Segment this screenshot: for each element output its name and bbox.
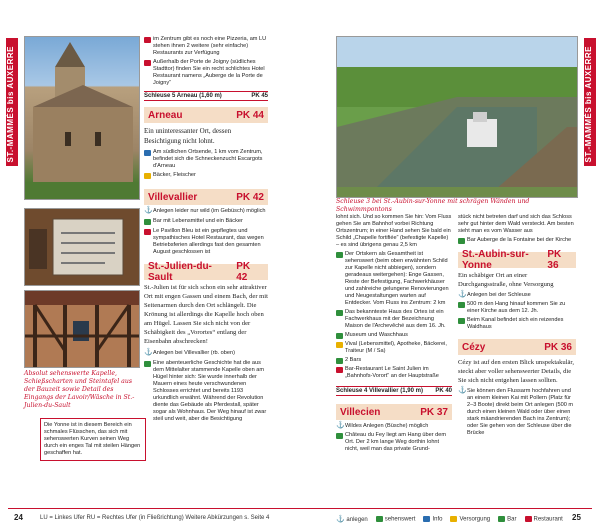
sehenswert-icon — [376, 516, 383, 522]
villevallier-header — [144, 189, 268, 205]
villevallier-bar-label: Bar mit Lebensmittel und ein Bäcker — [153, 218, 243, 224]
cezy-anchor-row — [458, 388, 576, 437]
legend-versorgung-label: Versorgung — [459, 516, 491, 523]
mid-p7: Bar-Restaurant Le Saint Julien im „Bahnhofs-Vorort“ an der Hauptstraße — [345, 366, 439, 379]
staubin-title: St.-Aubin-sur-Yonne — [462, 249, 529, 271]
lock-image — [337, 37, 577, 197]
church-image — [25, 37, 139, 199]
caption-right: Schleuse 3 bei St.-Aubin-sur-Yonne mit schrägen Wänden und Schwimmpontons — [336, 198, 530, 213]
arneau-header — [144, 107, 268, 123]
right-p1: stück nicht betreten darf und sich das Schloss sehr gut hinter dem Wald versteckt. Am besten sieht man es vom Wasser aus — [458, 214, 574, 234]
pizzeria-label: im Zentrum gibt es noch eine Pizzeria, am LU stehen ihnen 2 weitere (sehr einfache) Restaurants zur Verfügung — [153, 36, 267, 56]
bar-icon — [336, 358, 343, 364]
porte-joigny-text — [144, 59, 268, 87]
villecien-title: Villecien — [340, 406, 381, 418]
sidebar-right-label: ST.-MAMMÈS bis AUXERRE — [584, 46, 593, 163]
legend-bar-label: Bar — [507, 516, 517, 523]
staubin-sight-row — [458, 301, 576, 315]
lock-photo — [336, 36, 578, 198]
villevallier-bar — [144, 218, 268, 225]
sehenswert-icon — [336, 333, 343, 339]
mid-p6: 2 Bars — [345, 357, 362, 363]
hotel-icon — [144, 60, 151, 66]
legend-restaurant — [525, 516, 563, 523]
page-number-left: 24 — [14, 513, 23, 522]
middle-text-column — [336, 214, 452, 453]
villevallier-hotel — [144, 228, 268, 256]
legend-text: LU = Linkes Ufer RU = Rechtes Ufer (in Fließrichtung) Weitere Abkürzungen s. Seite 4 — [40, 515, 270, 521]
villecien-anchor: Wildes Anlegen (Büsche) möglich — [345, 423, 429, 429]
villevallier-anchor — [144, 208, 268, 215]
cezy-title: Cézy — [462, 341, 486, 353]
sehenswert-icon — [144, 361, 151, 367]
villevallier-title: Villevallier — [148, 191, 198, 203]
anchor-icon: ⚓ — [458, 387, 467, 394]
stjulien-header — [144, 261, 268, 283]
staubin-sight: 500 m den Hang hinauf kommen Sie zu einer Kirche aus dem 12. Jh. — [467, 301, 566, 314]
church-photo — [24, 36, 140, 200]
mid-p2: Der Ortskern als Gesamtheit ist sehenswert (beim oben erwähnten Schild zur Kapelle nicht abbiegen), sondern geradeaus weitergehen): Enge Gassen, Reste der Befestigung, Fachwerkhäuser und zahlreiche gelungene Renovierungen und Neugestaltungen warten auf Entdecker. Vom Fluss ins Zentrum: 2 km — [345, 251, 449, 306]
arneau-title: Arneau — [148, 109, 183, 121]
mid-p6-row — [336, 357, 452, 364]
villecien-anchor-row — [336, 423, 452, 430]
arneau-pk: PK 44 — [236, 109, 264, 121]
anchor-icon: ⚓ — [144, 207, 153, 214]
schleuse5-name: Schleuse 5 Arneau (1,60 m) — [144, 93, 222, 99]
staubin-anchor: Anlegen bei der Schleuse — [467, 292, 531, 298]
sehenswert-icon — [336, 252, 343, 258]
cezy-anchor: Sie können den Flussarm hochfahren und an einem kleinen Kai mit Pollern (Platz für 2–3 Boote) direkt beim Ort anlegen (500 m durch einen kleinen Wald oder über einen stark mäandrierenden Bach ins Zentrum); oder Sie gehen von der Schleuse über die Brücke — [467, 388, 574, 436]
legend-restaurant-label: Restaurant — [533, 516, 563, 523]
schleuse4-name: Schleuse 4 Villevallier (1,90 m) — [336, 388, 423, 394]
sidebar-left-label: ST.-MAMMÈS bis AUXERRE — [6, 46, 15, 163]
villevallier-anchor-label: Anlegen leider nur wild (im Gebüsch) möglich — [153, 208, 266, 214]
shopping-icon — [336, 342, 343, 348]
info-icon — [423, 516, 430, 522]
villecien-text: Château du Fey liegt am Hang über dem Ort. Der 2 km lange Weg dorthin lohnt nicht, weil man das private Grund- — [345, 432, 447, 452]
legend-versorgung — [450, 516, 490, 523]
arneau-text: Ein uninteressanter Ort, dessen Besichtigung nicht lohnt. — [144, 127, 232, 145]
schleuse4-row — [336, 386, 452, 396]
mid-p5: Vival (Lebensmittel), Apotheke, Bäckerei, Traiteur (M / Sa) — [345, 341, 447, 354]
villevallier-pk: PK 42 — [236, 191, 264, 203]
arneau-shop — [144, 172, 268, 179]
schleuse5-row — [144, 91, 268, 101]
arneau-info — [144, 149, 268, 170]
schleuse4-pk: PK 40 — [435, 388, 452, 394]
staubin-text: Ein schäbiger Ort an einer Durchgangsstraße, ohne Versorgung — [458, 272, 554, 288]
schleuse5-pk: PK 45 — [251, 93, 268, 99]
stjulien-sight-label: Eine abenteuerliche Geschichte hat die aus dem Mittelalter stammende Kapelle oben am Hügel hinter sich: Sie wurde innerhalb der Mauern eines heute verschwundenen Schlosses errichtet und bereits 1193 urkundlich erwähnt. Während der Revolution diente das Gebäude als Pferdestall, später sogar als Wohnhaus. Der Weg hinauf ist zwar steil und weit, aber die Besichtigung — [153, 360, 267, 422]
stjulien-title: St.-Julien-du-Sault — [148, 261, 212, 283]
mid-p7-row — [336, 366, 452, 380]
mid-p4: Museum und Waschhaus — [345, 332, 408, 338]
anchor-icon: ⚓ — [336, 422, 345, 429]
arneau-info-label: Am südlichen Ortsende, 1 km vom Zentrum, befindet sich die Schneckenzucht Escargots d'Arneau — [153, 149, 263, 169]
pizzeria-text — [144, 36, 268, 57]
staubin-bar: Beim Kanal befindet sich ein reizendes Waldhaus — [467, 317, 564, 330]
mid-p1: lohnt sich. Und so kommen Sie hin: Vom Fluss gehen Sie am Bahnhof vorbei Richtung Ortszentrum; in einer Hand sehen Sie bald ein Schild „Chapelle fortifiée“ (befestigte Kapelle) – es sind übrigens genau 2,5 km — [336, 214, 452, 248]
anchor-icon: ⚓ — [458, 291, 467, 298]
bar-icon — [498, 516, 505, 522]
stjulien-text: St.-Julien ist für sich schon ein sehr attraktiver Ort mit engen Gassen und einem Bach, der mit Seitenarmen durch den Ort schlängelt. Die Krönung ist allerdings die Kapelle hoch oben am Hügel. Lassen Sie sich nicht von der Schäbigkeit des „Vorortes“ entlang der Eisenbahn abschrecken! — [144, 284, 268, 345]
staubin-pk: PK 36 — [547, 249, 562, 271]
mid-p3-row — [336, 309, 452, 330]
arneau-shop-label: Bäcker, Fleischer — [153, 172, 196, 178]
stone-tablet-photo — [24, 208, 140, 286]
porte-joigny-label: Außerhalb der Porte de Joigny (südliches Stadttor) finden Sie ein recht schlichtes Hotel Restaurant namens „Auberge de la Porte de Joigny“ — [153, 59, 265, 86]
anchor-icon: ⚓ — [336, 516, 345, 523]
half-timber-image — [25, 291, 139, 367]
legend-info-label: Info — [432, 516, 443, 523]
stjulien-anchor — [144, 350, 268, 357]
bar-icon — [144, 219, 151, 225]
staubin-header — [458, 249, 576, 271]
right-p2: Bar Auberge de la Fontaine bei der Kirche — [467, 237, 572, 243]
yonne-info-text: Die Yonne ist in diesem Bereich ein schmales Flüsschen, das sich mit sehenswerten Kurven seinen Weg durch ein enges Tal mit steilen Hängen geschaffen hat. — [44, 422, 141, 456]
bar-icon — [458, 238, 465, 244]
legend-sehenswert-label: sehenswert — [384, 516, 416, 523]
page-number-right: 25 — [572, 513, 581, 522]
mid-p5-row — [336, 341, 452, 355]
caption-left: Absolut sehenswerte Kapelle, Schießscharten und Steintafel aus der Bauzeit sowie Detail des Eingangs der Lavoir/Wäsche in St.-Julien-du-Sault — [24, 370, 135, 409]
villecien-header — [336, 404, 452, 420]
half-timber-photo — [24, 290, 140, 368]
sehenswert-icon — [458, 302, 465, 308]
staubin-bar-row — [458, 317, 576, 331]
mid-p4-row — [336, 332, 452, 339]
right-text-column — [458, 214, 576, 437]
stone-tablet-image — [25, 209, 139, 285]
info-icon — [144, 150, 151, 156]
restaurant-icon — [336, 367, 343, 373]
anchor-icon: ⚓ — [144, 349, 153, 356]
legend-info — [423, 516, 442, 523]
villevallier-hotel-label: Le Pavillon Bleu ist ein gepflegtes und sympathisches Hotel Restaurant, das wegen Betriebsferien allerdings fast den gesamten August geschlossen ist — [153, 228, 264, 255]
mid-p3: Das bekannteste Haus des Ortes ist ein Fachwerkhaus mit der Bezeichnung Maison de l'Archevêché aus dem 16. Jh. — [345, 309, 446, 329]
legend-anlegen — [336, 515, 368, 523]
footer-rule — [8, 508, 592, 509]
mid-p2-row — [336, 251, 452, 307]
stjulien-sight — [144, 360, 268, 423]
bar-icon — [458, 318, 465, 324]
restaurant-icon — [144, 37, 151, 43]
stjulien-pk: PK 42 — [236, 261, 251, 283]
sidebar-left — [6, 38, 18, 166]
shopping-icon — [450, 516, 457, 522]
stjulien-anchor-label: Anlegen bei Villevallier (rb. oben) — [153, 350, 235, 356]
villecien-pk: PK 37 — [420, 406, 448, 418]
sehenswert-icon — [336, 433, 343, 439]
yonne-info-box — [40, 418, 146, 461]
right-p2-row — [458, 237, 576, 244]
villecien-text-row — [336, 432, 452, 453]
legend-bar — [498, 516, 516, 523]
restaurant-icon — [525, 516, 532, 522]
cezy-text: Cézy ist auf den ersten Blick unspektakulär, steckt aber voller sehenswerter Details, die Sie sich nicht entgehen lassen sollten. — [458, 359, 575, 384]
legend-anlegen-label: anlegen — [346, 517, 368, 523]
cezy-header — [458, 339, 576, 355]
sidebar-right — [584, 38, 596, 166]
cezy-pk: PK 36 — [544, 341, 572, 353]
staubin-anchor-row — [458, 292, 576, 299]
restaurant-icon — [144, 229, 151, 235]
legend-sehenswert — [376, 516, 416, 523]
legend-icons — [336, 515, 563, 523]
sehenswert-icon — [336, 310, 343, 316]
shopping-icon — [144, 173, 151, 179]
left-text-column — [144, 36, 268, 423]
